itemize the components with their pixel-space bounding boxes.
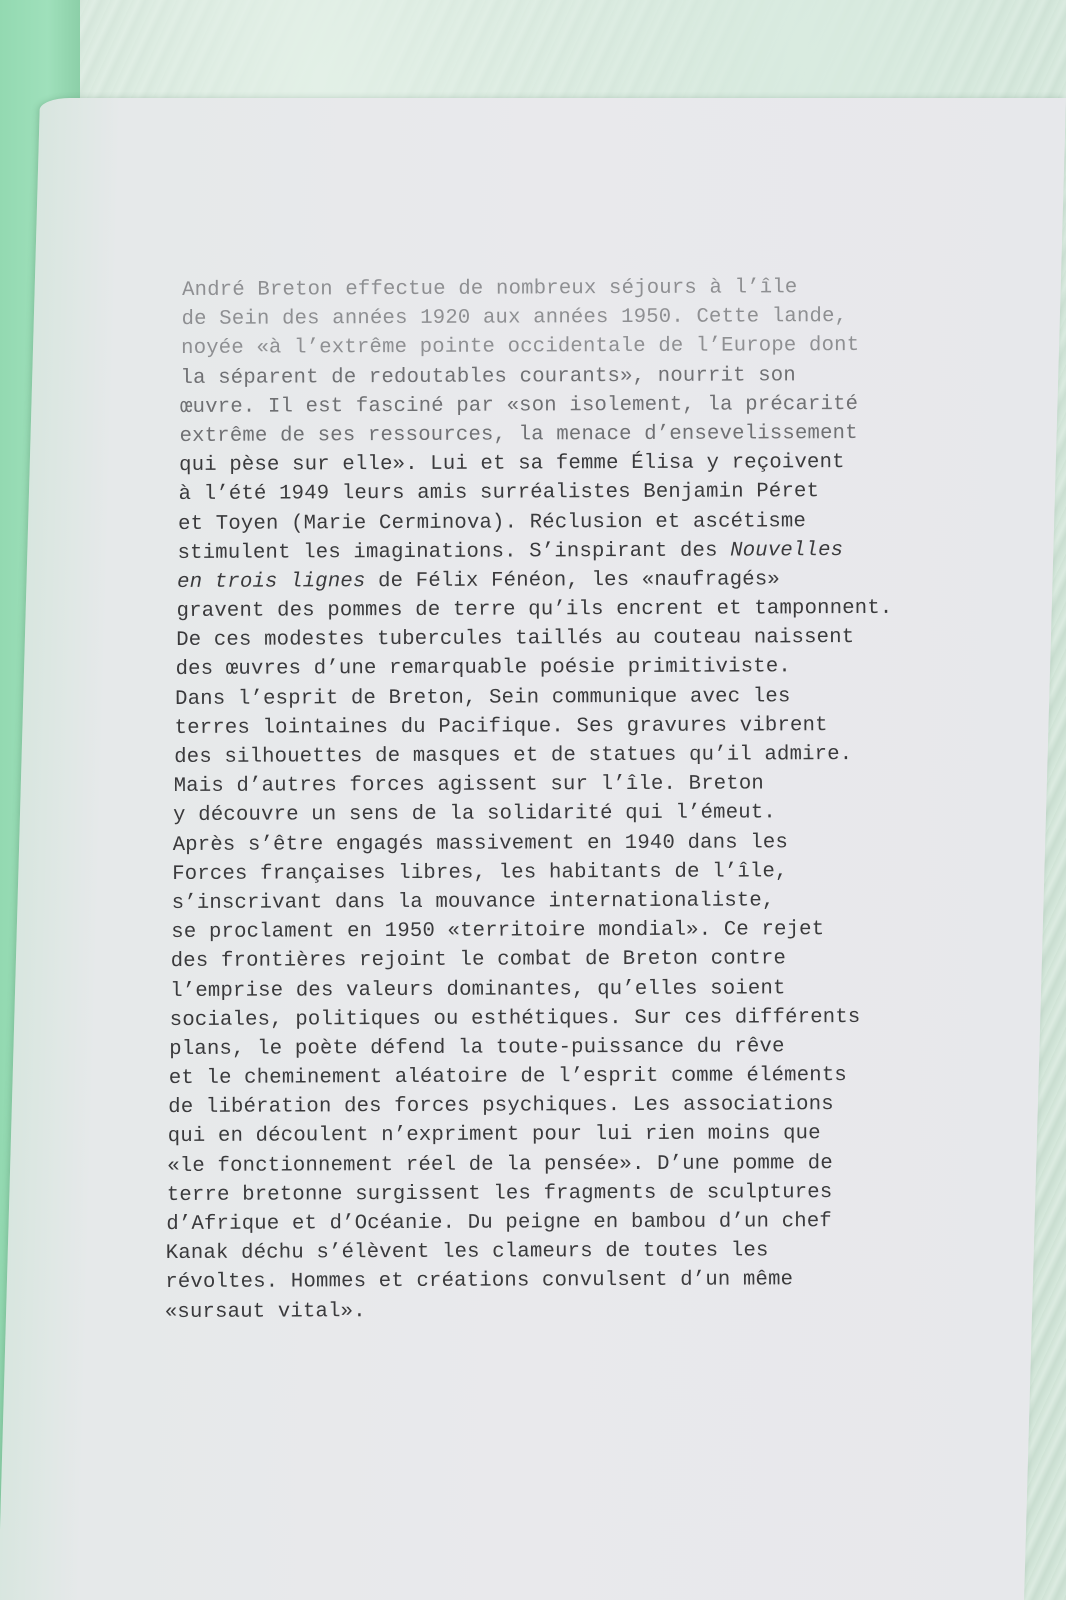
text-line	[179, 476, 1049, 509]
text-segment: se proclament en 1950 «territoire mondial». Ce rejet	[171, 918, 825, 945]
text-segment: Dans l’esprit de Breton, Sein communique avec les	[175, 684, 791, 711]
text-line	[168, 1089, 1052, 1122]
text-segment: terres lointaines du Pacifique. Ses gravures vibrent	[174, 713, 828, 740]
text-segment: Mais d’autres forces agissent sur l’île. Breton	[173, 772, 765, 799]
text-line	[178, 506, 1049, 539]
text-line	[166, 1206, 1052, 1239]
text-line	[180, 389, 1049, 422]
text-segment: révoltes. Hommes et créations convulsent d’un même	[165, 1268, 794, 1295]
text-line	[182, 272, 1048, 305]
text-line	[165, 1294, 1053, 1327]
text-line	[166, 1235, 1053, 1268]
text-segment: Kanak déchu s’élèvent les clameurs de toutes les	[165, 1239, 769, 1266]
text-line	[171, 914, 1051, 947]
text-line	[176, 622, 1050, 655]
text-segment: de libération des forces psychiques. Les associations	[168, 1093, 834, 1120]
text-segment: de Sein des années 1920 aux années 1950. Cette lande,	[181, 305, 848, 332]
text-line	[176, 652, 1050, 685]
text-segment: y découvre un sens de la solidarité qui l’émeut.	[173, 801, 776, 828]
text-segment: «le fonctionnement réel de la pensée». D’une pomme de	[167, 1151, 833, 1178]
text-line	[179, 447, 1049, 480]
text-segment: à l’été 1949 leurs amis surréalistes Benjamin Péret	[178, 480, 820, 507]
text-segment: l’emprise des valeurs dominantes, qu’elles soient	[170, 976, 786, 1003]
text-line	[172, 885, 1051, 918]
text-segment: d’Afrique et d’Océanie. Du peigne en bambou d’un chef	[166, 1210, 832, 1237]
text-line	[167, 1148, 1052, 1181]
text-segment: noyée «à l’extrême pointe occidentale de l’Europe dont	[181, 334, 860, 361]
text-line	[169, 1031, 1051, 1064]
text-segment: de Félix Fénéon, les «naufragés»	[365, 568, 780, 594]
text-line	[182, 301, 1049, 334]
italic-title-segment: en trois lignes	[177, 570, 366, 594]
text-segment: des silhouettes de masques et de statues qu’il admire.	[174, 743, 853, 769]
text-line	[175, 681, 1050, 714]
text-segment: des frontières rejoint le combat de Breton contre	[170, 947, 787, 974]
text-segment: Forces françaises libres, les habitants de l’île,	[172, 860, 788, 886]
text-segment: De ces modestes tubercules taillés au couteau naissent	[176, 626, 855, 653]
text-line	[168, 1119, 1052, 1152]
text-segment: sociales, politiques ou esthétiques. Sur ces différents	[169, 1005, 861, 1032]
text-segment: qui en découlent n’expriment pour lui rien moins que	[167, 1122, 821, 1149]
text-line	[175, 710, 1050, 743]
text-line	[173, 798, 1050, 831]
text-segment: et le cheminement aléatoire de l’esprit comme éléments	[168, 1064, 848, 1091]
text-line	[173, 827, 1051, 860]
text-segment: et Toyen (Marie Cerminova). Réclusion et ascétisme	[178, 509, 807, 536]
text-line	[180, 360, 1048, 393]
text-line	[180, 418, 1049, 451]
text-segment: terre bretonne surgissent les fragments de sculptures	[166, 1180, 833, 1207]
text-segment: extrême de ses ressources, la menace d’ensevelissement	[179, 421, 858, 448]
body-text	[164, 272, 1053, 1327]
text-segment: Après s’être engagés massivement en 1940 dans les	[172, 830, 789, 857]
text-line	[171, 943, 1051, 976]
text-segment: plans, le poète défend la toute-puissance du rêve	[169, 1035, 785, 1061]
text-line	[177, 593, 1050, 626]
text-segment: des œuvres d’une remarquable poésie primitiviste.	[175, 655, 792, 682]
text-segment: André Breton effectue de nombreux séjours à l’île	[182, 276, 798, 302]
text-line	[165, 1265, 1052, 1298]
text-line	[178, 535, 1050, 568]
text-line	[174, 739, 1050, 772]
italic-title-segment: Nouvelles	[730, 538, 844, 563]
text-segment: œuvre. Il est fasciné par «son isolement, la précarité	[180, 392, 859, 419]
text-segment: gravent des pommes de terre qu’ils encrent et tamponnent.	[176, 596, 893, 624]
text-line	[167, 1177, 1052, 1210]
text-line	[172, 856, 1051, 889]
text-segment: qui pèse sur elle». Lui et sa femme Élisa y reçoivent	[179, 451, 845, 478]
text-line	[181, 331, 1048, 364]
text-segment: «sursaut vital».	[164, 1299, 366, 1324]
text-segment: stimulent les imaginations. S’inspirant des	[177, 539, 731, 565]
text-segment: s’inscrivant dans la mouvance internationaliste,	[171, 889, 775, 915]
text-segment: la séparent de redoutables courants», nourrit son	[180, 363, 796, 390]
text-line	[174, 768, 1051, 801]
text-line	[170, 973, 1051, 1006]
text-line	[169, 1060, 1052, 1093]
text-line	[170, 1002, 1052, 1035]
text-line	[177, 564, 1049, 597]
